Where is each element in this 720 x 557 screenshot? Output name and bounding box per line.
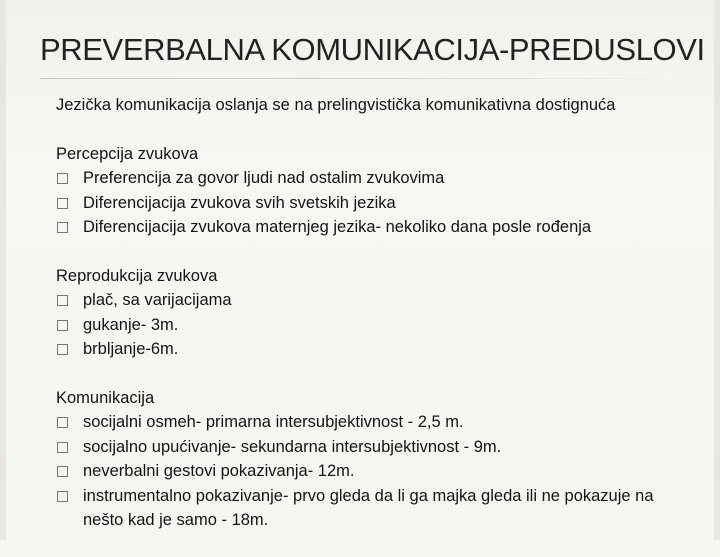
list-item-text: Diferencijacija zvukova svih svetskih jezika <box>83 193 396 212</box>
square-bullet-icon <box>57 222 68 233</box>
section-heading: Reprodukcija zvukova <box>56 266 218 285</box>
list-item <box>56 191 706 216</box>
list-item <box>56 410 706 435</box>
list-item <box>56 484 663 533</box>
section-heading: Komunikacija <box>56 388 155 407</box>
intro-highlight: prelingvistička komunikativna dostignuća <box>317 96 616 114</box>
list-item <box>56 337 706 362</box>
slide-content <box>56 93 706 557</box>
section-percepcija <box>56 142 706 240</box>
list-item <box>56 215 706 240</box>
square-bullet-icon <box>57 173 68 184</box>
list-item <box>56 288 706 313</box>
section-list <box>56 410 706 533</box>
list-item <box>56 435 706 460</box>
slide-left-edge <box>0 0 6 540</box>
title-divider <box>40 78 680 79</box>
square-bullet-icon <box>57 491 68 502</box>
square-bullet-icon <box>57 295 68 306</box>
section-list <box>56 288 706 362</box>
square-bullet-icon <box>57 320 68 331</box>
list-item-text: gukanje- 3m. <box>83 315 179 334</box>
list-item-text: socijalno upućivanje- sekundarna intersubjektivnost - 9m. <box>83 437 502 456</box>
list-item-text: socijalni osmeh- primarna intersubjektivnost - 2,5 m. <box>83 413 464 431</box>
square-bullet-icon <box>57 344 68 355</box>
slide-right-edge <box>714 0 720 540</box>
section-list <box>56 166 706 240</box>
section-komunikacija <box>56 386 706 533</box>
list-item-text: Preferencija za govor ljudi nad ostalim zvukovima <box>83 169 445 187</box>
square-bullet-icon <box>57 466 68 477</box>
section-heading: Percepcija zvukova <box>56 144 199 163</box>
square-bullet-icon <box>57 417 68 428</box>
list-item-text: neverbalni gestovi pokazivanja- 12m. <box>83 462 355 480</box>
list-item-text: Diferencijacija zvukova maternjeg jezika- nekoliko dana posle rođenja <box>83 218 592 236</box>
square-bullet-icon <box>57 198 68 209</box>
section-reprodukcija <box>56 264 706 362</box>
intro-text: Jezička komunikacija oslanja se na <box>56 96 313 114</box>
list-item-text: plač, sa varijacijama <box>83 291 232 309</box>
list-item <box>56 166 706 191</box>
list-item-text: brbljanje-6m. <box>83 340 179 358</box>
square-bullet-icon <box>57 442 68 453</box>
list-item <box>56 313 706 338</box>
list-item-text: instrumentalno pokazivanje- prvo gleda da li ga majka gleda ili ne pokazuje na nešto kad je samo - 18m. <box>83 486 654 529</box>
slide-title: PREVERBALNA KOMUNIKACIJA-PREDUSLOVI <box>40 32 705 67</box>
intro-paragraph <box>56 93 706 118</box>
list-item <box>56 459 706 484</box>
